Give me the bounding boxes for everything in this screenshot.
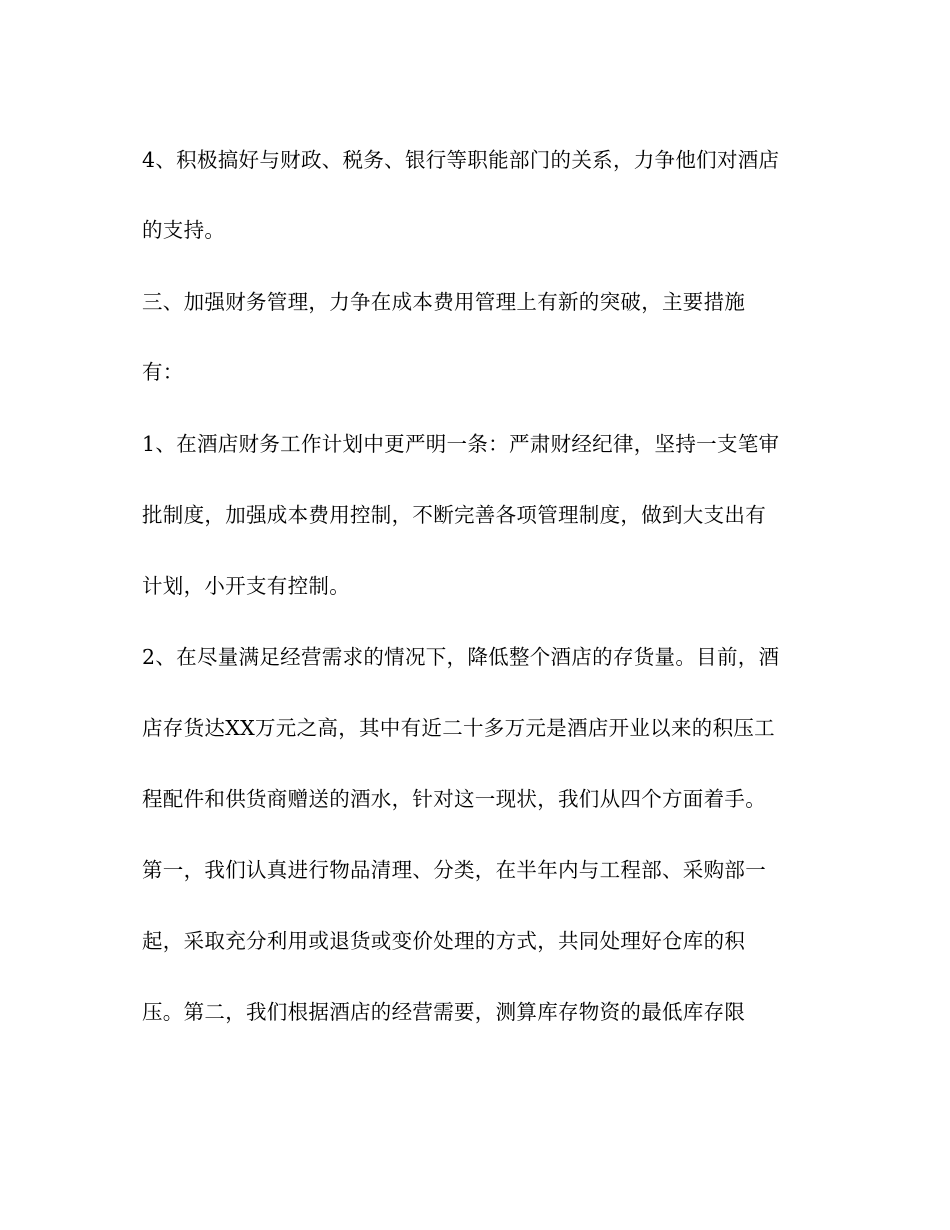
text-line: 程配件和供货商赠送的酒水，针对这一现状，我们从四个方面着手。 <box>142 787 766 811</box>
text-line: 店存货达XX万元之高，其中有近二十多万元是酒店开业以来的积压工 <box>142 716 775 740</box>
text-line: 计划，小开支有控制。 <box>142 574 350 598</box>
text-line: 第一，我们认真进行物品清理、分类，在半年内与工程部、采购部一 <box>142 858 766 882</box>
text-line: 2、在尽量满足经营需求的情况下，降低整个酒店的存货量。目前，酒 <box>142 645 780 669</box>
text-line: 的支持。 <box>142 218 226 242</box>
text-line: 有： <box>142 360 184 384</box>
text-line: 1、在酒店财务工作计划中更严明一条：严肃财经纪律，坚持一支笔审 <box>142 432 780 456</box>
text-line: 三、加强财务管理，力争在成本费用管理上有新的突破，主要措施 <box>142 290 746 314</box>
text-line: 4、积极搞好与财政、税务、银行等职能部门的关系，力争他们对酒店 <box>142 148 780 172</box>
text-line: 批制度，加强成本费用控制，不断完善各项管理制度，做到大支出有 <box>142 503 766 527</box>
text-line: 压。第二，我们根据酒店的经营需要，测算库存物资的最低库存限 <box>142 1000 746 1024</box>
text-line: 起，采取充分利用或退货或变价处理的方式，共同处理好仓库的积 <box>142 929 746 953</box>
